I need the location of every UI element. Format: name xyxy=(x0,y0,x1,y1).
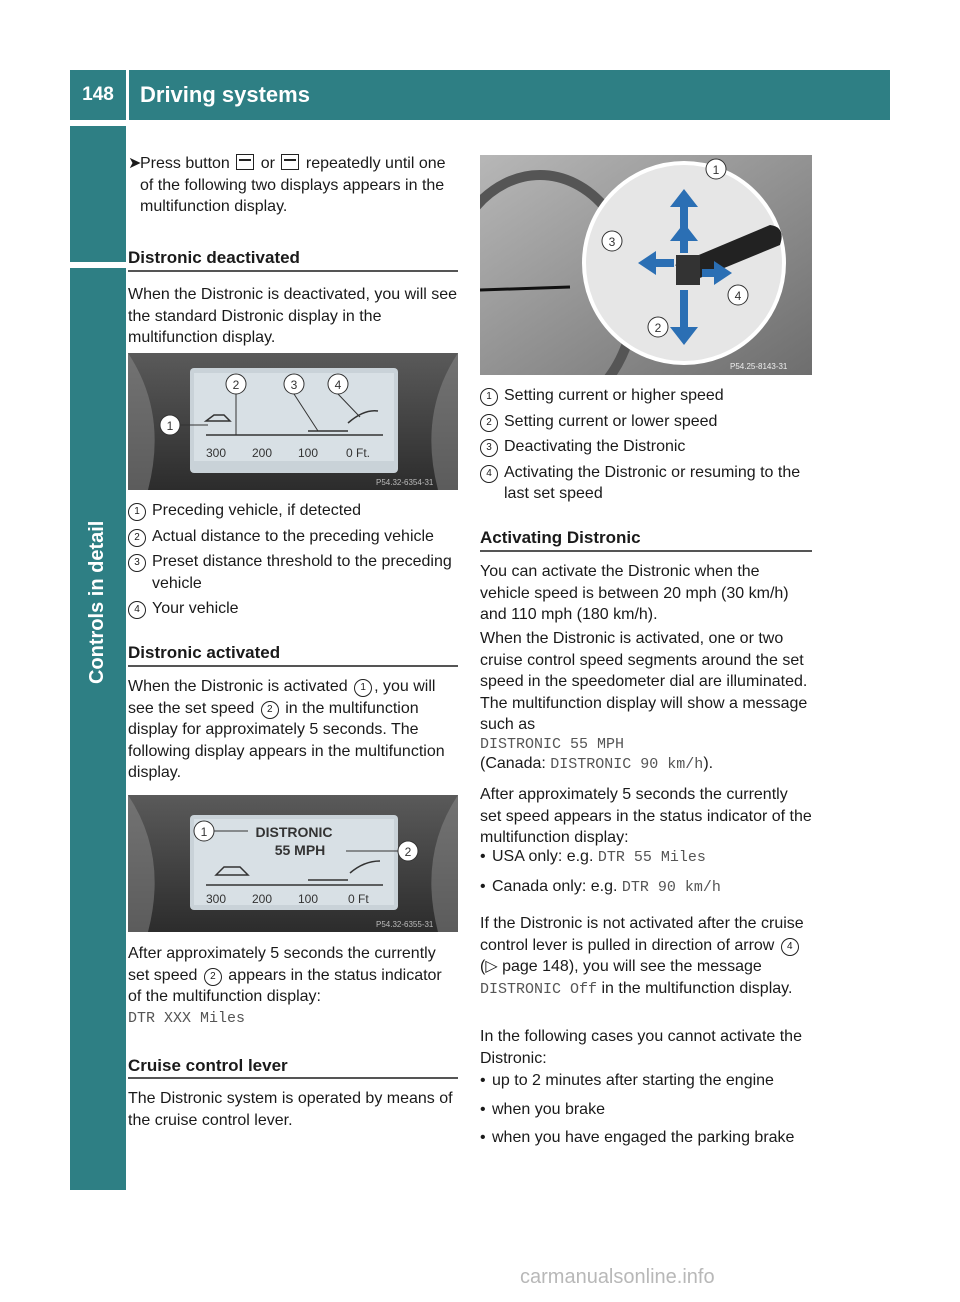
legend-item xyxy=(480,385,812,407)
list-item xyxy=(480,846,812,869)
bullet-icon: • xyxy=(480,848,486,865)
activated-text-b: , you will see the set speed xyxy=(128,678,436,717)
list-item xyxy=(480,1127,812,1149)
bullet-icon: • xyxy=(480,1100,486,1118)
legend-text: Setting current or higher speed xyxy=(504,387,724,404)
svg-text:2: 2 xyxy=(654,321,662,335)
message-code-usa: DISTRONIC 55 MPH xyxy=(480,735,625,753)
figure-code: P54.25-8143-31 xyxy=(730,362,788,371)
legend-num: 2 xyxy=(480,414,498,432)
bullet-text: when you brake xyxy=(492,1100,605,1118)
header-divider xyxy=(126,70,129,120)
step-arrow-icon: ➤ xyxy=(128,155,142,172)
svg-text:4: 4 xyxy=(334,378,342,392)
heading-distronic-deactivated: Distronic deactivated xyxy=(128,248,300,267)
paragraph-deactivated: When the Distronic is deactivated, you will see the standard Distronic display in the multifunction display. xyxy=(128,286,458,346)
distronic-display-image xyxy=(128,353,458,490)
figure-activated-display xyxy=(128,795,458,932)
not-activated-text: If the Distronic is not activated after the cruise control lever is pulled in direction of arrow xyxy=(480,915,804,954)
legend-item xyxy=(128,598,458,620)
bullet-icon: • xyxy=(480,1129,486,1146)
legend-text: Actual distance to the preceding vehicle xyxy=(152,527,434,545)
cruise-lever-image xyxy=(480,155,812,375)
legend-num: 4 xyxy=(128,601,146,619)
tick-0: 0 Ft xyxy=(348,892,369,906)
bullet-text: up to 2 minutes after starting the engine xyxy=(492,1072,774,1089)
message-code-canada: DISTRONIC 90 km/h xyxy=(550,755,704,773)
paragraph-lever: The Distronic system is operated by means of the cruise control lever. xyxy=(128,1090,453,1129)
figure-deactivated-display xyxy=(128,353,458,490)
message-code-off: DISTRONIC Off xyxy=(480,980,598,998)
tick-0: 0 Ft. xyxy=(346,446,371,460)
intro-rest: repeatedly until one of the following two displays appears in the multifunction display. xyxy=(140,155,446,215)
bullet-label: Canada only: e.g. xyxy=(492,877,618,895)
bullet-icon: • xyxy=(480,1072,486,1089)
legend-lever xyxy=(480,385,812,505)
legend-num: 3 xyxy=(128,554,146,572)
display-button-icon xyxy=(236,154,254,170)
sidebar-label xyxy=(80,520,120,684)
status-code-text: DTR XXX Miles xyxy=(128,1010,246,1027)
page-reference-link[interactable]: (▷ page 148), you will see the message xyxy=(480,958,762,975)
canada-label: (Canada: xyxy=(480,754,546,772)
tick-100: 100 xyxy=(298,892,319,906)
page-title: Driving systems xyxy=(140,82,310,107)
ref-num-1: 1 xyxy=(354,679,372,697)
display-label-distronic: DISTRONIC xyxy=(255,824,333,840)
legend-item xyxy=(128,500,458,522)
legend-num: 2 xyxy=(128,529,146,547)
paragraph-cannot-activate: In the following cases you cannot activate the Distronic: xyxy=(480,1028,802,1067)
sidebar-tab xyxy=(70,268,126,1190)
activated-text-a: When the Distronic is activated xyxy=(128,678,348,695)
heading-activating-distronic: Activating Distronic xyxy=(480,528,641,547)
legend-num: 4 xyxy=(480,465,498,483)
after-text-a: After approximately 5 seconds the currently set speed xyxy=(128,945,436,984)
ref-num-2: 2 xyxy=(261,701,279,719)
svg-text:1: 1 xyxy=(200,825,208,839)
canada-line xyxy=(480,753,812,776)
legend-item xyxy=(128,526,458,548)
figure-code: P54.32-6354-31 xyxy=(376,478,434,487)
bullet-icon: • xyxy=(480,877,486,895)
tick-100: 100 xyxy=(298,446,319,460)
activated-text-c: in the multifunction display for approximately 5 seconds. The following display appears in the multifunction display. xyxy=(128,699,445,781)
heading-rule xyxy=(128,1077,458,1079)
svg-text:4: 4 xyxy=(734,289,742,303)
paragraph-segments xyxy=(480,628,812,775)
heading-distronic-activated: Distronic activated xyxy=(128,643,281,662)
distronic-activated-image xyxy=(128,795,458,932)
ref-num-2: 2 xyxy=(204,968,222,986)
legend-num: 1 xyxy=(480,388,498,406)
paragraph-not-activated xyxy=(480,913,812,1000)
watermark: carmanualsonline.info xyxy=(520,1266,715,1288)
list-item xyxy=(480,876,812,899)
bullet-text: when you have engaged the parking brake xyxy=(492,1129,795,1146)
svg-text:3: 3 xyxy=(608,235,616,249)
paragraph-activate-speed: You can activate the Distronic when the vehicle speed is between 20 mph (30 km/h) and 110 mph (180 km/h). xyxy=(480,563,789,623)
intro-or: or xyxy=(260,155,275,172)
paragraph-status-indicator: After approximately 5 seconds the currently set speed appears in the status indicator of the multifunction display: xyxy=(480,786,812,846)
intro-paragraph xyxy=(128,153,458,218)
heading-cruise-control-lever: Cruise control lever xyxy=(128,1056,288,1075)
tick-200: 200 xyxy=(252,892,273,906)
segments-text: When the Distronic is activated, one or two cruise control speed segments around the set speed in the speedometer dial are illuminated. The multifunction display will show a message such as xyxy=(480,630,808,733)
legend-text: Preceding vehicle, if detected xyxy=(152,502,362,519)
after-text-b: appears in the status indicator of the multifunction display: xyxy=(128,966,442,1005)
heading-rule xyxy=(128,270,458,272)
figure-code: P54.32-6355-31 xyxy=(376,920,434,929)
legend-item xyxy=(480,411,812,433)
tick-300: 300 xyxy=(206,892,227,906)
legend-text: Preset distance threshold to the preceding vehicle xyxy=(152,553,452,592)
svg-text:1: 1 xyxy=(712,163,720,177)
svg-text:1: 1 xyxy=(166,419,174,433)
legend-num: 1 xyxy=(128,503,146,521)
page-number: 148 xyxy=(82,84,114,105)
not-activated-end: in the multifunction display. xyxy=(601,979,793,997)
sidebar-block xyxy=(70,126,126,262)
intro-text: Press button xyxy=(140,155,230,172)
legend-text: Your vehicle xyxy=(152,600,239,617)
paragraph-activated xyxy=(128,676,458,784)
tick-300: 300 xyxy=(206,446,227,460)
svg-text:3: 3 xyxy=(290,378,298,392)
bullet-list-examples xyxy=(480,846,812,898)
legend-text: Deactivating the Distronic xyxy=(504,438,686,455)
paragraph-after-seconds xyxy=(128,943,458,1008)
bullet-code: DTR 55 Miles xyxy=(597,849,706,866)
intro-step xyxy=(128,153,458,218)
display-label-speed: 55 MPH xyxy=(274,842,326,858)
legend-item xyxy=(480,462,812,505)
heading-rule xyxy=(480,550,812,552)
figure-cruise-control-lever xyxy=(480,155,812,375)
bullet-code: DTR 90 km/h xyxy=(621,878,721,896)
sidebar-label-text: Controls in detail xyxy=(86,520,108,684)
legend-deactivated xyxy=(128,500,458,620)
legend-item xyxy=(128,551,458,594)
legend-item xyxy=(480,436,812,458)
list-item xyxy=(480,1070,812,1092)
svg-text:2: 2 xyxy=(404,845,412,859)
bullet-label: USA only: e.g. xyxy=(492,848,594,865)
list-item xyxy=(480,1099,812,1121)
svg-text:2: 2 xyxy=(232,378,240,392)
legend-text: Activating the Distronic or resuming to the last set speed xyxy=(504,463,801,502)
canada-end: ). xyxy=(703,754,714,772)
bullet-list-conditions xyxy=(480,1070,812,1149)
legend-text: Setting current or lower speed xyxy=(504,412,718,430)
display-button-alt-icon xyxy=(281,154,299,170)
ref-num-4: 4 xyxy=(781,938,799,956)
legend-num: 3 xyxy=(480,439,498,457)
heading-rule xyxy=(128,665,458,667)
tick-200: 200 xyxy=(252,446,273,460)
